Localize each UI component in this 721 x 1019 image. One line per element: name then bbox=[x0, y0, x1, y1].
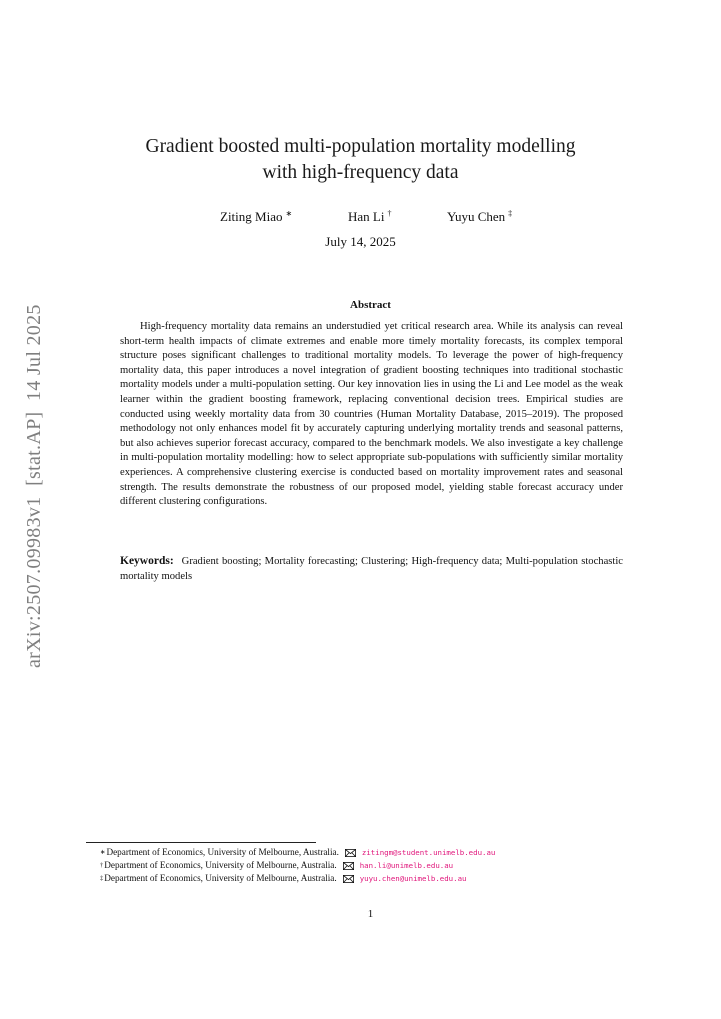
footnote-affiliation: Department of Economics, University of Melbourne, Australia. bbox=[104, 860, 337, 870]
keywords-label: Keywords: bbox=[120, 555, 174, 567]
envelope-icon bbox=[345, 849, 356, 857]
footnote-affiliation: Department of Economics, University of Melbourne, Australia. bbox=[104, 873, 337, 883]
author-footnote-mark[interactable]: ∗ bbox=[285, 209, 293, 218]
keywords-paragraph bbox=[120, 554, 623, 584]
keywords-text: Gradient boosting; Mortality forecasting; Clustering; High-frequency data; Multi-population stochastic mortality models bbox=[120, 556, 623, 582]
footnote-3 bbox=[100, 872, 660, 885]
title-line-2: with high-frequency data bbox=[262, 162, 459, 183]
author-footnote-mark[interactable]: † bbox=[387, 209, 392, 218]
envelope-icon bbox=[343, 875, 354, 883]
footnote-1 bbox=[100, 846, 660, 859]
footnote-affiliation: Department of Economics, University of Melbourne, Australia. bbox=[106, 847, 339, 857]
paper-title bbox=[100, 134, 621, 186]
email-link[interactable]: han.li@unimelb.edu.au bbox=[359, 861, 454, 870]
author-name: Han Li bbox=[348, 209, 385, 224]
footnote-mark: † bbox=[100, 862, 104, 869]
email-link[interactable]: yuyu.chen@unimelb.edu.au bbox=[359, 874, 467, 883]
footnote-mark: ‡ bbox=[100, 875, 104, 882]
page-number: 1 bbox=[367, 908, 374, 920]
publication-date: July 14, 2025 bbox=[325, 234, 396, 249]
arxiv-identifier-stamp: arXiv:2507.09983v1 [stat.AP] 14 Jul 2025 bbox=[23, 304, 45, 668]
footnote-mark: ∗ bbox=[100, 849, 106, 856]
title-line-1: Gradient boosted multi-population mortality modelling bbox=[145, 136, 576, 157]
abstract-text: High-frequency mortality data remains an understudied yet critical research area. While its analysis can reveal short-term health impacts of climate extremes and enable more timely mortality forecasts, its complex temporal structure poses significant challenges to traditional mortality models. To leverage the power of high-frequency mortality data, this paper introduces a novel integration of gradient boosting techniques into traditional stochastic mortality models under a multi-population setting. Our key innovation lies in using the Li and Lee model as the weak learner within the gradient boosting framework, replacing conventional decision trees. Empirical studies are conducted using weekly mortality data from 30 countries (Human Mortality Database, 2015–2019). The proposed methodology not only enhances model fit by accurately capturing underlying mortality trends and seasonal patterns, but also achieves superior forecast accuracy, compared to the benchmark models. We also investigate a key challenge in multi-population mortality modelling: how to select appropriate sub-populations with sufficiently similar mortality experiences. A comprehensive clustering exercise is conducted based on mortality improvement rates and seasonal strength. The results demonstrate the robustness of our proposed model, yielding stable forecast accuracy under different clustering configurations. bbox=[120, 321, 623, 508]
author-yuyu-chen bbox=[447, 205, 512, 226]
email-link[interactable]: zitingm@student.unimelb.edu.au bbox=[361, 848, 496, 857]
footnote-2 bbox=[100, 859, 660, 872]
author-list bbox=[0, 205, 721, 223]
envelope-icon bbox=[343, 862, 354, 870]
footnote-rule bbox=[86, 842, 316, 843]
author-ziting-miao bbox=[220, 205, 292, 226]
author-name: Ziting Miao bbox=[220, 209, 283, 224]
author-han-li bbox=[348, 205, 391, 226]
abstract-heading: Abstract bbox=[350, 299, 391, 311]
author-name: Yuyu Chen bbox=[447, 209, 506, 224]
author-footnote-mark[interactable]: ‡ bbox=[508, 209, 513, 218]
footnotes bbox=[100, 846, 660, 885]
